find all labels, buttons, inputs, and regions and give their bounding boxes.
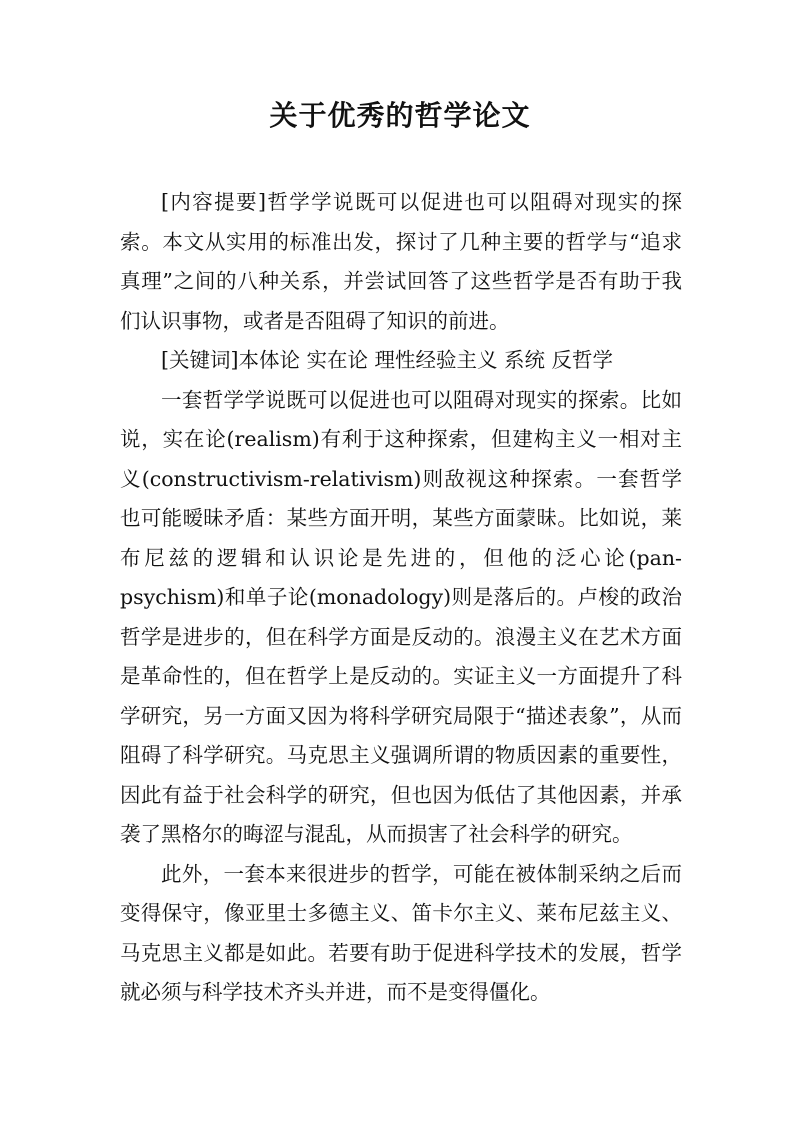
document-body (120, 183, 682, 1013)
abstract-paragraph: [内容提要]哲学学说既可以促进也可以阻碍对现实的探索。本文从实用的标准出发，探讨了几种主要的哲学与“追求真理”之间的八种关系，并尝试回答了这些哲学是否有助于我们认识事物，或者是否阻碍了知识的前进。 (120, 190, 682, 333)
body-paragraph-2: 此外，一套本来很进步的哲学，可能在被体制采纳之后而变得保守，像亚里士多德主义、笛卡尔主义、莱布尼兹主义、马克思主义都是如此。若要有助于促进科学技术的发展，哲学就必须与科学技术齐头并进，而不是变得僵化。 (120, 861, 682, 1004)
body-paragraph-1: 一套哲学学说既可以促进也可以阻碍对现实的探索。比如说，实在论(realism)有利于这种探索，但建构主义一相对主义(constructivism-relativism)则敌视这种探索。一套哲学也可能暧昧矛盾：某些方面开明，某些方面蒙昧。比如说，莱布尼兹的逻辑和认识论是先进的，但他的泛心论(pan-psychism)和单子论(monadology)则是落后的。卢梭的政治哲学是进步的，但在科学方面是反动的。浪漫主义在艺术方面是革命性的，但在哲学上是反动的。实证主义一方面提升了科学研究，另一方面又因为将科学研究局限于“描述表象”，从而阻碍了科学研究。马克思主义强调所谓的物质因素的重要性，因此有益于社会科学的研究，但也因为低估了其他因素，并承袭了黑格尔的晦涩与混乱，从而损害了社会科学的研究。 (120, 387, 682, 846)
keywords-paragraph: [关键词]本体论 实在论 理性经验主义 系统 反哲学 (161, 348, 614, 372)
document-title: 关于优秀的哲学论文 (269, 99, 531, 132)
